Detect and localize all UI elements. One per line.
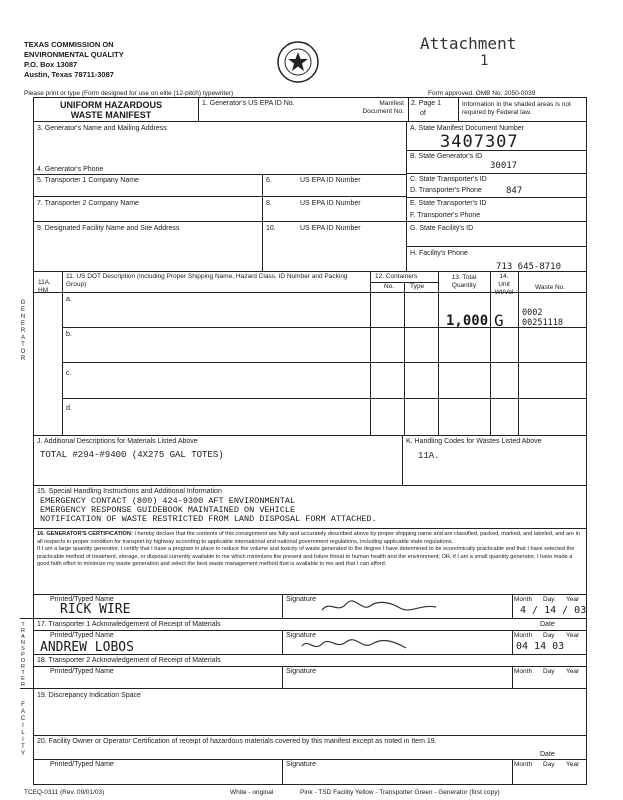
agency-block bbox=[24, 40, 124, 80]
containers-label: 12. Containers bbox=[375, 273, 418, 280]
agency-line4: Austin, Texas 78711-3087 bbox=[24, 70, 114, 79]
manifest-doc-label: Manifest Document No. bbox=[362, 100, 404, 115]
footer-left: TCEQ-0311 (Rev. 09/01/03) bbox=[24, 789, 105, 796]
state-h-label: H. Facility's Phone bbox=[410, 250, 468, 257]
t2-day: Day bbox=[543, 668, 555, 675]
cert-month: Month bbox=[514, 596, 533, 603]
agency-line1: TEXAS COMMISSION ON bbox=[24, 40, 114, 49]
waste-no-value bbox=[522, 308, 563, 328]
item2-of: of bbox=[420, 110, 426, 117]
t1-year: Year bbox=[566, 632, 580, 639]
t1-month: Month bbox=[514, 632, 533, 639]
footer-mid: White - original bbox=[230, 789, 274, 796]
special-line2: EMERGENCY RESPONSE GUIDEBOOK MAINTAINED ON VEHICLE bbox=[40, 505, 296, 515]
item11-label: 11. US DOT Description (including Proper Shipping Name, Hazard Class, ID Number and Packing Group) bbox=[66, 273, 348, 288]
cert-signature bbox=[320, 598, 440, 620]
cert-printed-value: RICK WIRE bbox=[60, 602, 131, 617]
cert-text2: If I am a large quantity generator, I certify that I have a program in place to reduce the volume and toxicity of waste generated to the degree I have determined to be economically practicable and that I have selected the practicable method of treatment, storage, or disposal currently available to me which minimizes the present and future threat to human health and the environment; OR, if I am a small quantity generator, I have made a good faith effort to minimize my waste generation and select the best waste management method that is available to me and that I can afford. bbox=[37, 546, 575, 567]
special-line1: EMERGENCY CONTACT (800) 424-9300 AFT ENVIRONMENTAL bbox=[40, 496, 296, 506]
state-g-label: G. State Facility's ID bbox=[410, 225, 474, 232]
cert-signature-label: Signature bbox=[286, 596, 316, 603]
item20-label: 20. Facility Owner or Operator Certification of receipt of hazardous materials covered by this manifest except as noted in Item 19. bbox=[37, 738, 437, 745]
special-instructions bbox=[40, 497, 377, 524]
total-qty-value: 1,000 bbox=[446, 313, 489, 329]
print-note: Please print or type (Form designed for use on elite (12-pitch) typewriter) bbox=[24, 90, 234, 97]
generator-vertical-label: GENERATOR bbox=[20, 300, 26, 363]
state-b-label: B. State Generator's ID bbox=[410, 153, 483, 160]
item6-label: 6. bbox=[266, 177, 272, 184]
k-label: K. Handling Codes for Wastes Listed Above bbox=[406, 438, 542, 445]
waste-no-label: Waste No. bbox=[535, 284, 566, 291]
t1-printed-label: Printed/Typed Name bbox=[50, 632, 114, 639]
f-day: Day bbox=[543, 761, 555, 768]
item11a-label: 11A. HM bbox=[38, 279, 51, 294]
f-signature-label: Signature bbox=[286, 761, 316, 768]
title-line1: UNIFORM HAZARDOUS bbox=[60, 100, 162, 110]
transporter-vertical-label: TRANSPORTER bbox=[20, 622, 26, 688]
item15-label: 15. Special Handling Instructions and Additional Information bbox=[37, 488, 222, 495]
state-h-value: 713 645-8710 bbox=[496, 262, 562, 272]
item3-label: 3. Generator's Name and Mailing Address bbox=[37, 125, 167, 132]
certification-text bbox=[37, 531, 581, 569]
attachment-line1: Attachment bbox=[420, 34, 517, 53]
t1-printed-value: ANDREW LOBOS bbox=[40, 640, 134, 655]
manifest-title bbox=[60, 100, 162, 120]
state-a-label: A. State Manifest Document Number bbox=[410, 125, 524, 132]
state-a-value: 3407307 bbox=[440, 132, 519, 152]
t2-signature-label: Signature bbox=[286, 668, 316, 675]
t2-month: Month bbox=[514, 668, 533, 675]
shaded-note: Information in the shaded areas is not required by Federal law. bbox=[462, 101, 571, 116]
t1-date-value: 04 14 03 bbox=[516, 641, 565, 652]
containers-type: Type bbox=[410, 283, 425, 290]
state-e-label: E. State Transporter's ID bbox=[410, 200, 487, 207]
cert-date-value: 4 / 14 / 03 bbox=[520, 605, 587, 616]
item17-label: 17. Transporter 1 Acknowledgement of Receipt of Materials bbox=[37, 621, 221, 628]
item10-label: 10. bbox=[266, 225, 276, 232]
cert-day: Day bbox=[543, 596, 555, 603]
row-a: a. bbox=[66, 296, 72, 303]
row-d: d. bbox=[66, 405, 72, 412]
t1-signature-label: Signature bbox=[286, 632, 316, 639]
state-f-label: F. Transporter's Phone bbox=[410, 212, 481, 219]
item8-epa: US EPA ID Number bbox=[300, 200, 361, 207]
waste-no-line2: 00251118 bbox=[522, 318, 563, 328]
f-printed-label: Printed/Typed Name bbox=[50, 761, 114, 768]
t1-date-label: Date bbox=[540, 621, 555, 628]
waste-no-line1: 0002 bbox=[522, 308, 543, 318]
f-month: Month bbox=[514, 761, 533, 768]
item9-label: 9. Designated Facility Name and Site Address bbox=[37, 225, 180, 232]
j-label: J. Additional Descriptions for Materials Listed Above bbox=[37, 438, 198, 445]
agency-line3: P.O. Box 13087 bbox=[24, 60, 78, 69]
form-approved: Form approved. OMB No. 2050-0039 bbox=[428, 90, 536, 97]
t2-printed-label: Printed/Typed Name bbox=[50, 668, 114, 675]
f-date-label: Date bbox=[540, 751, 555, 758]
unit-label: 14. Unit Wt/Vol bbox=[494, 273, 514, 296]
item19-label: 19. Discrepancy Indication Space bbox=[37, 692, 141, 699]
attachment-line2: 1 bbox=[480, 53, 489, 69]
item10-epa: US EPA ID Number bbox=[300, 225, 361, 232]
t1-day: Day bbox=[543, 632, 555, 639]
f-year: Year bbox=[566, 761, 580, 768]
item5-label: 5. Transporter 1 Company Name bbox=[37, 177, 139, 184]
attachment-note bbox=[420, 34, 516, 69]
state-seal bbox=[276, 40, 320, 84]
row-b: b. bbox=[66, 331, 72, 338]
footer-right: Pink - TSD Facility Yellow - Transporter Green - Generator (first copy) bbox=[300, 789, 500, 796]
item16-label: 16. GENERATOR'S CERTIFICATION: bbox=[37, 531, 133, 537]
cert-text1: I hereby declare that the contents of this consignment are fully and accurately described above by proper shipping name and are classified, packed, marked, and labeled, and are in all respects in proper condition for transport by highway according to applicable international and national government regulations, including applicable state regulations. bbox=[37, 531, 580, 545]
agency-line2: ENVIRONMENTAL QUALITY bbox=[24, 50, 124, 59]
item6-epa: US EPA ID Number bbox=[300, 177, 361, 184]
special-line3: NOTIFICATION OF WASTE RESTRICTED FROM LAND DISPOSAL FORM ATTACHED. bbox=[40, 514, 377, 524]
item2-label: 2. Page 1 bbox=[411, 100, 441, 107]
unit-value: G bbox=[494, 311, 504, 330]
t2-year: Year bbox=[566, 668, 580, 675]
row-c: c. bbox=[66, 370, 72, 377]
state-b-value: 30017 bbox=[490, 161, 518, 171]
cert-year: Year bbox=[566, 596, 580, 603]
item8-label: 8. bbox=[266, 200, 272, 207]
title-line2: WASTE MANIFEST bbox=[70, 110, 152, 120]
state-d-value: 847 bbox=[506, 186, 523, 196]
facility-vertical-label: FACILITY bbox=[20, 702, 26, 758]
k-value: 11A. bbox=[418, 451, 440, 461]
j-value: TOTAL #294-#9400 (4X275 GAL TOTES) bbox=[40, 450, 224, 460]
state-d-label: D. Transporter's Phone bbox=[410, 187, 482, 194]
item7-label: 7. Transporter 2 Company Name bbox=[37, 200, 139, 207]
item4-label: 4. Generator's Phone bbox=[37, 166, 104, 173]
item1-label: 1. Generator's US EPA ID No. bbox=[202, 100, 295, 107]
t1-signature bbox=[300, 636, 410, 656]
cert-printed-label: Printed/Typed Name bbox=[50, 596, 114, 603]
state-c-label: C. State Transporter's ID bbox=[410, 176, 487, 183]
total-qty-label: 13. Total Quantity bbox=[451, 274, 477, 289]
item18-label: 18. Transporter 2 Acknowledgement of Receipt of Materials bbox=[37, 657, 221, 664]
containers-no: No. bbox=[384, 283, 395, 290]
